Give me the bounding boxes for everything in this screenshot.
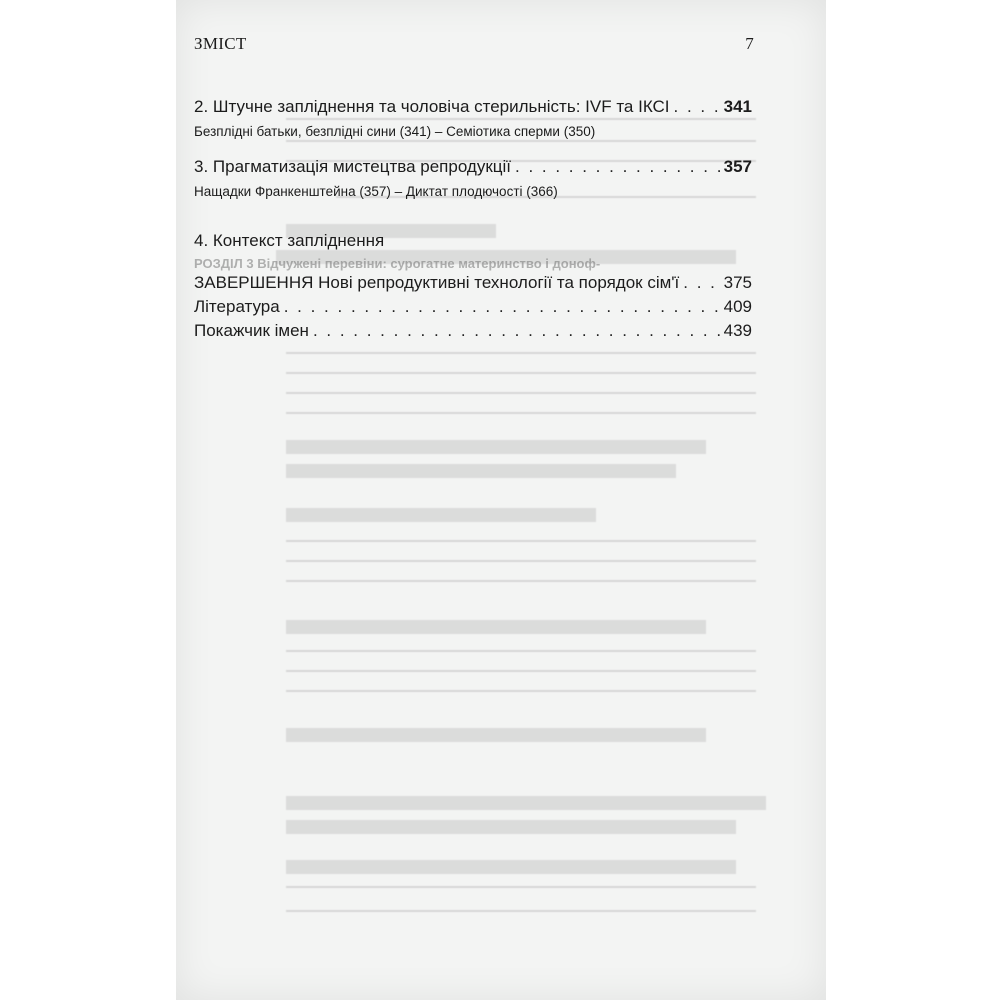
toc-entry	[194, 296, 752, 318]
toc-entry	[194, 272, 752, 294]
book-page	[176, 0, 826, 1000]
toc-subentries: Безплідні батьки, безплідні сини (341) – Семіотика сперми (350)	[194, 124, 596, 139]
toc-entry-title: Література	[194, 297, 280, 316]
toc-item	[194, 156, 752, 202]
toc-item	[194, 96, 752, 142]
dot-leader	[683, 272, 719, 294]
toc-entry-title: 2. Штучне запліднення та чоловіча стерильність: IVF та ІКСІ	[194, 97, 670, 116]
toc-item	[194, 272, 752, 294]
toc-subentries: Нащадки Франкенштейна (357) – Диктат плодючості (366)	[194, 184, 558, 199]
toc-entry-page: 409	[723, 297, 752, 316]
bleed-through-line: РОЗДІЛ 3 Відчужені перевіни: сурогатне материнство і доноф-	[194, 256, 601, 271]
toc-entry-title: 3. Прагматизація мистецтва репродукції	[194, 157, 511, 176]
toc-entry-title: Покажчик імен	[194, 321, 309, 340]
toc-entry-title: 4. Контекст запліднення	[194, 231, 385, 250]
table-of-contents	[194, 96, 752, 342]
dot-leader	[313, 320, 720, 342]
toc-entry	[194, 320, 752, 342]
toc-entry	[194, 96, 752, 118]
toc-entry-page: 375	[723, 273, 752, 292]
toc-item	[194, 296, 752, 318]
dot-leader	[284, 296, 720, 318]
toc-entry-page: 357	[723, 157, 752, 176]
toc-entry-page: 341	[723, 97, 752, 116]
dot-leader	[674, 96, 720, 118]
toc-entry	[194, 156, 752, 178]
toc-entry	[194, 230, 752, 252]
toc-entry-page: 439	[723, 321, 752, 340]
page-number: 7	[745, 34, 754, 53]
toc-entry-title: ЗАВЕРШЕННЯ Нові репродуктивні технології та порядок сім'ї	[194, 273, 680, 292]
running-header	[194, 34, 754, 54]
toc-item	[194, 320, 752, 342]
toc-item	[194, 230, 752, 252]
section-title: ЗМІСТ	[194, 34, 247, 53]
dot-leader	[515, 156, 720, 178]
